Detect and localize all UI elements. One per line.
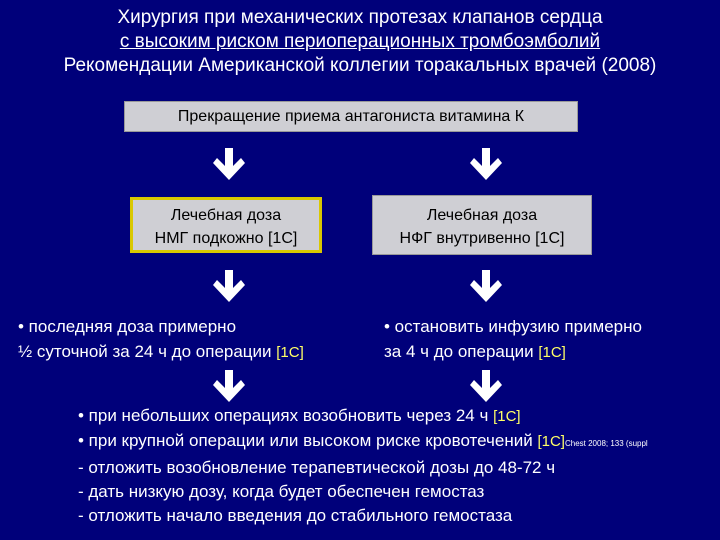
list-item [78, 404, 718, 429]
ufh-note-line-2 [384, 339, 714, 365]
list-item: - отложить начало введения до стабильного гемостаза [78, 506, 513, 525]
title-line-1: Хирургия при механических протезах клапанов сердца [117, 7, 603, 28]
down-arrow-icon [212, 268, 246, 304]
grade-label: [1С] [276, 344, 304, 361]
citation: Chest 2008; 133 (suppl [564, 439, 648, 448]
title-line-2: с высоким риском периоперационных тромбоэмболий [119, 31, 601, 52]
lmwh-box [130, 197, 322, 253]
stop-vka-box: Прекращение приема антагониста витамина К [124, 101, 578, 132]
grade-label: [1С] [538, 344, 566, 361]
lmwh-line-2: НМГ подкожно [1С] [154, 230, 298, 247]
list-item-text: • при небольших операциях возобновить через 24 ч [78, 406, 494, 425]
lmwh-note [18, 314, 368, 365]
slide-title [0, 6, 720, 78]
list-item-text: • при крупной операции или высоком риске кровотечений [78, 431, 538, 450]
down-arrow-icon [469, 146, 503, 182]
ufh-note [384, 314, 714, 365]
ufh-box [372, 195, 592, 255]
lmwh-note-line-1: • последняя доза примерно [18, 317, 237, 336]
down-arrow-icon [469, 368, 503, 404]
lmwh-line-1: Лечебная доза [170, 207, 282, 224]
lmwh-note-line-2 [18, 339, 368, 365]
lmwh-note-text: ½ суточной за 24 ч до операции [18, 342, 277, 361]
down-arrow-icon [212, 146, 246, 182]
down-arrow-icon [212, 368, 246, 404]
ufh-line-2: НФГ внутривенно [1С] [399, 230, 565, 247]
list-item: - отложить возобновление терапевтической дозы до 48-72 ч [78, 458, 556, 477]
grade-label: [1С] [537, 433, 565, 450]
resumption-list [78, 404, 718, 528]
list-item [78, 429, 718, 456]
ufh-note-text: за 4 ч до операции [384, 342, 539, 361]
ufh-note-line-1: • остановить инфузию примерно [384, 317, 642, 336]
title-line-3: Рекомендации Американской коллегии торакальных врачей (2008) [63, 55, 657, 76]
ufh-line-1: Лечебная доза [426, 207, 538, 224]
list-item: - дать низкую дозу, когда будет обеспечен гемостаз [78, 482, 485, 501]
grade-label: [1С] [493, 408, 521, 425]
down-arrow-icon [469, 268, 503, 304]
